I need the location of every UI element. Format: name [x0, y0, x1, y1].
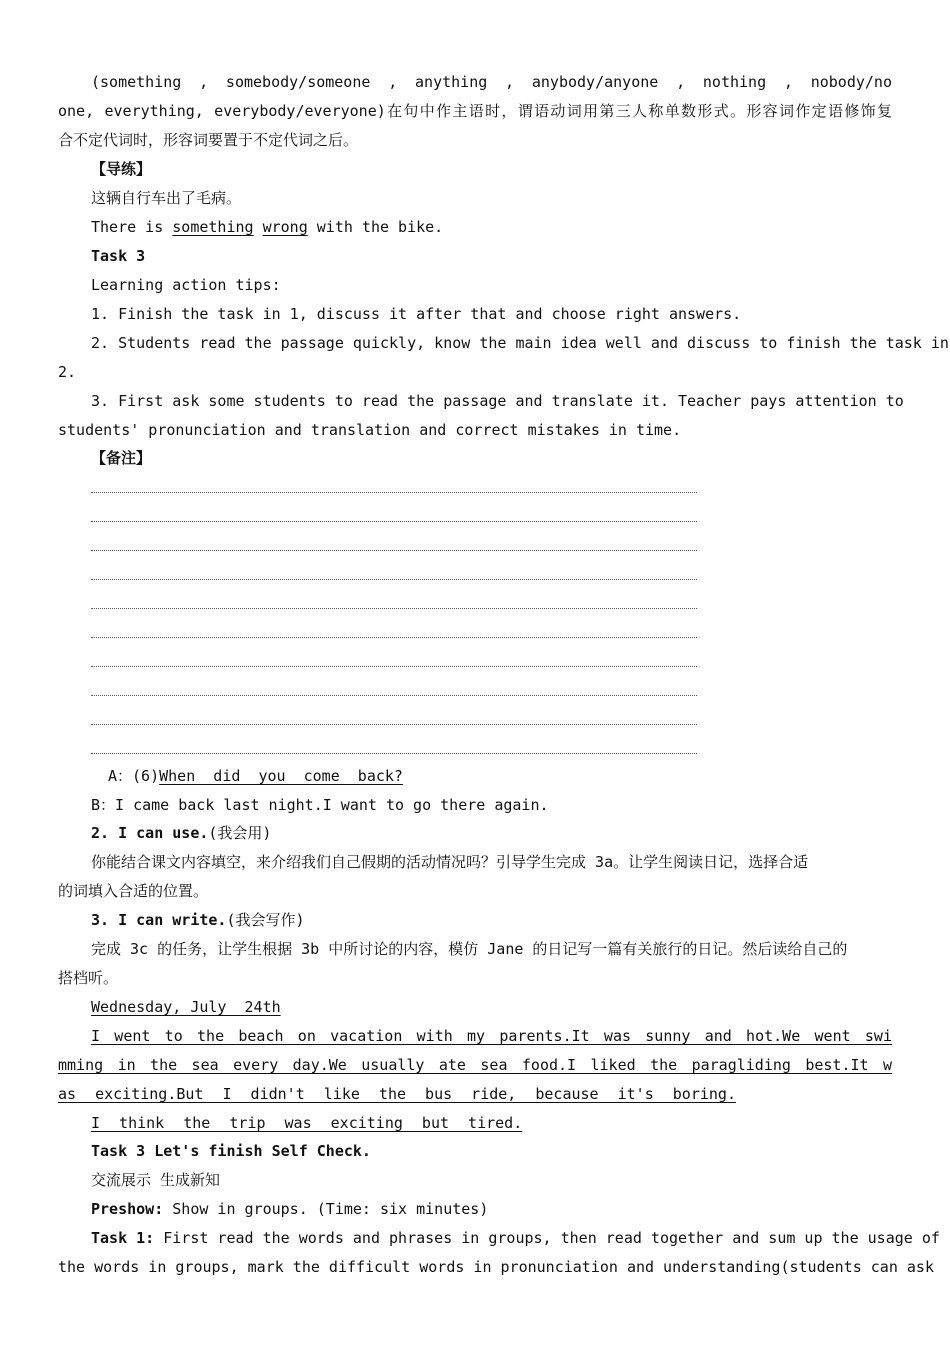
dialog-a-answer: When did you come back? [159, 767, 403, 785]
note-rule [91, 695, 697, 696]
guide-sentence-space [254, 218, 263, 236]
note-rule [91, 637, 697, 638]
note-rule [91, 666, 697, 667]
diary-line-1: I went to the beach on vacation with my parents.It was sunny and hot.We went swi [91, 1027, 892, 1045]
guide-chinese-sentence: 这辆自行车出了毛病。 [91, 189, 242, 207]
note-rule [91, 753, 697, 754]
task1-line-2: the words in groups, mark the difficult words in pronunciation and understanding(students can ask [58, 1258, 934, 1276]
tip-3-line-1: 3. First ask some students to read the passage and translate it. Teacher pays attention to [91, 392, 904, 410]
self-check-title: Task 3 Let's finish Self Check. [91, 1142, 371, 1160]
exchange-heading: 交流展示 生成新知 [91, 1171, 221, 1189]
dialog-line-b: B：I came back last night.I want to go there again. [91, 796, 549, 814]
tip-2-line-1: 2. Students read the passage quickly, know the main idea well and discuss to finish the task in [91, 334, 949, 352]
note-rule [91, 521, 697, 522]
guide-english-sentence [91, 217, 892, 237]
note-rule [91, 550, 697, 551]
note-rule [91, 492, 697, 493]
tip-3-line-2: students' pronunciation and translation and correct mistakes in time. [58, 421, 682, 439]
note-rule [91, 608, 697, 609]
task1-text: First read the words and phrases in groups, then read together and sum up the usage of [154, 1229, 940, 1247]
grammar-note-line-2: one, everything, everybody/everyone)在句中作主语时，谓语动词用第三人称单数形式。形容词作定语修饰复 [58, 102, 892, 120]
diary-line-2: mming in the sea every day.We usually ate sea food.I liked the paragliding best.It w [58, 1056, 892, 1074]
note-rule [91, 724, 697, 725]
section-3-body-2: 搭档听。 [58, 969, 119, 987]
tip-1: 1. Finish the task in 1, discuss it after that and choose right answers. [91, 305, 742, 323]
section-2-title-cn: (我会用) [208, 824, 272, 842]
task1-line-1 [91, 1228, 940, 1248]
diary-line-3: as exciting.But I didn't like the bus ride, because it's boring. [58, 1085, 736, 1103]
section-3-title-en: 3. I can write. [91, 911, 227, 929]
grammar-note-line-3: 合不定代词时，形容词要置于不定代词之后。 [58, 131, 359, 149]
section-2-body-2: 的词填入合适的位置。 [58, 882, 209, 900]
dialog-line-a [108, 766, 892, 786]
section-2-body-1: 你能结合课文内容填空，来介绍我们自己假期的活动情况吗？引导学生完成 3a。让学生阅读日记，选择合适 [91, 853, 809, 871]
section-3-title [91, 910, 892, 930]
note-rule [91, 579, 697, 580]
section-2-title-en: 2. I can use. [91, 824, 209, 842]
dialog-a-prefix: A：(6) [108, 767, 160, 785]
notes-heading: 【备注】 [91, 449, 152, 467]
answer-wrong: wrong [262, 218, 308, 236]
preshow-line [91, 1199, 892, 1219]
guide-heading: 【导练】 [91, 160, 152, 178]
guide-sentence-end: with the bike. [307, 218, 444, 236]
diary-line-4: I think the trip was exciting but tired. [91, 1114, 523, 1132]
tips-heading: Learning action tips: [91, 276, 281, 294]
section-2-title [91, 823, 892, 843]
task3-title: Task 3 [91, 247, 146, 265]
guide-sentence-start: There is [91, 218, 173, 236]
preshow-text: Show in groups. (Time: six minutes) [163, 1200, 489, 1218]
tip-2-line-2: 2. [58, 363, 77, 381]
grammar-note-line-1: (something , somebody/someone , anything , anybody/anyone , nothing , nobody/no [91, 73, 892, 91]
section-3-body-1: 完成 3c 的任务，让学生根据 3b 中所讨论的内容，模仿 Jane 的日记写一篇有关旅行的日记。然后读给自己的 [91, 940, 848, 958]
preshow-label: Preshow: [91, 1200, 164, 1218]
answer-something: something [172, 218, 254, 236]
task1-label: Task 1: [91, 1229, 155, 1247]
diary-date: Wednesday, July 24th [91, 998, 281, 1016]
section-3-title-cn: (我会写作) [226, 911, 305, 929]
